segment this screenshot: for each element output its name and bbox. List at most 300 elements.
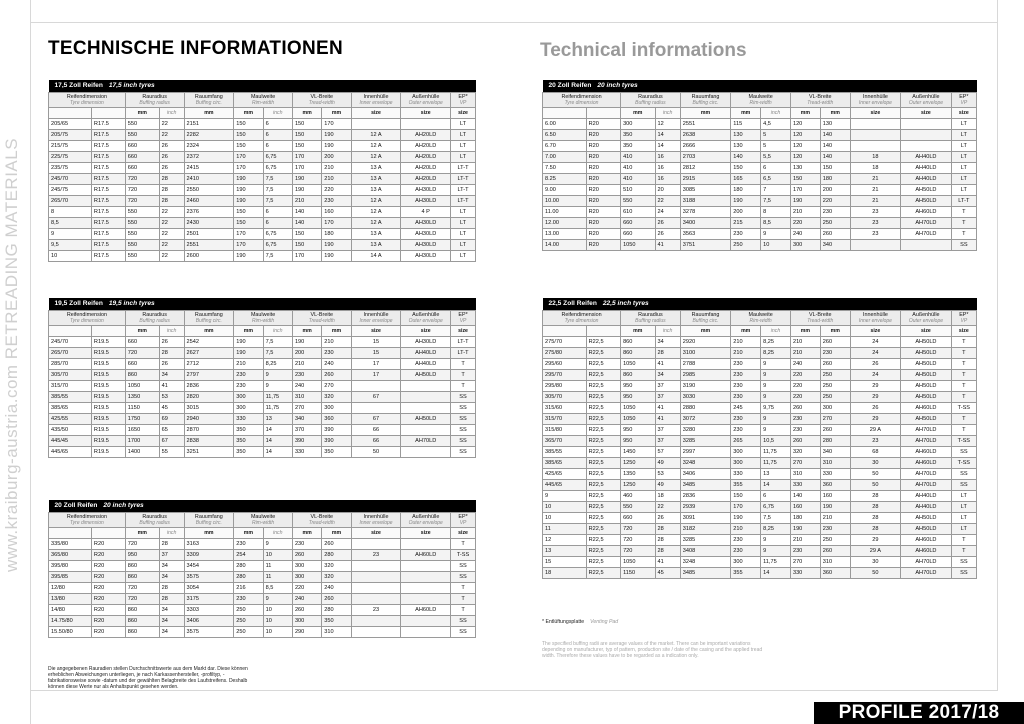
table-cell: 220 bbox=[292, 582, 321, 593]
column-header-label-en: Inner envelope bbox=[359, 317, 393, 324]
table-cell: 220 bbox=[322, 184, 351, 195]
table-cell: 16 bbox=[655, 151, 680, 162]
table-cell: 180 bbox=[820, 173, 850, 184]
table-cell: 410 bbox=[621, 162, 655, 173]
unit-label: mm bbox=[137, 327, 147, 334]
table-cell: 5 bbox=[761, 129, 791, 140]
table-cell: 315/60 bbox=[543, 402, 587, 413]
table-cell bbox=[351, 593, 401, 604]
table-cell: 660 bbox=[125, 140, 159, 151]
table-cell: 660 bbox=[621, 217, 655, 228]
unit-cell bbox=[680, 107, 731, 118]
column-header-label-en: Outer envelope bbox=[408, 317, 443, 324]
table-cell: 8,5 bbox=[761, 217, 791, 228]
unit-cell bbox=[731, 107, 761, 118]
table-cell: 6,75 bbox=[761, 501, 791, 512]
table-cell: AH40LD bbox=[401, 358, 451, 369]
table-cell: 250 bbox=[234, 626, 263, 637]
table-cell: 190 bbox=[790, 523, 820, 534]
table-cell: AH50LD bbox=[401, 413, 451, 424]
unit-cell bbox=[159, 527, 184, 538]
table-cell: R17.5 bbox=[91, 173, 125, 184]
column-header-ep bbox=[951, 92, 976, 107]
table-cell: 2997 bbox=[680, 446, 731, 457]
table-cell: 330 bbox=[820, 468, 850, 479]
unit-label: mm bbox=[302, 109, 312, 116]
table-cell: LT bbox=[951, 501, 976, 512]
table-cell: 370 bbox=[292, 424, 321, 435]
table-cell: 3406 bbox=[680, 468, 731, 479]
table-cell: 250 bbox=[820, 369, 850, 380]
table-cell: 3309 bbox=[184, 549, 234, 560]
table-cell: 190 bbox=[322, 140, 351, 151]
table-cell: 170 bbox=[322, 217, 351, 228]
unit-label: inch bbox=[662, 109, 673, 116]
column-header-label: Innenhülle bbox=[363, 93, 389, 100]
table-cell: 550 bbox=[125, 250, 159, 261]
table-cell: 28 bbox=[159, 173, 184, 184]
table-cell: AH40LD bbox=[901, 151, 952, 162]
table-cell: 315/70 bbox=[49, 380, 92, 391]
unit-cell bbox=[322, 107, 351, 118]
column-header-label-en: Outer envelope bbox=[908, 99, 944, 106]
table-cell: 14 bbox=[263, 424, 292, 435]
column-header-radius bbox=[621, 92, 681, 107]
table-cell: 150 bbox=[292, 129, 321, 140]
unit-cell bbox=[401, 527, 451, 538]
table-cell: 2501 bbox=[184, 228, 234, 239]
table-cell: 8,5 bbox=[49, 217, 92, 228]
table-cell: R19.5 bbox=[91, 380, 125, 391]
table-cell: 550 bbox=[125, 129, 159, 140]
table-cell: 230 bbox=[322, 195, 351, 206]
column-header-label: Maulweite bbox=[250, 93, 276, 100]
table-row bbox=[49, 250, 476, 261]
table-cell: SS bbox=[451, 626, 476, 637]
column-header-label: EP* bbox=[959, 311, 969, 318]
table-cell: 21 bbox=[850, 184, 901, 195]
table-title-en: 22,5 inch tyres bbox=[602, 299, 649, 307]
table-cell: 3085 bbox=[680, 184, 731, 195]
table-cell: 385/65 bbox=[543, 457, 587, 468]
table-cell: 26 bbox=[655, 228, 680, 239]
table-cell: 230 bbox=[292, 538, 321, 549]
table-row bbox=[543, 184, 977, 195]
table-cell: 230 bbox=[731, 534, 761, 545]
column-header-label: Reifendimension bbox=[561, 311, 602, 318]
column-header-dim bbox=[543, 92, 621, 107]
table-cell: 230 bbox=[731, 391, 761, 402]
table-cell: 3188 bbox=[680, 195, 731, 206]
column-header-label-en: VP bbox=[459, 317, 467, 324]
column-header-circ bbox=[680, 92, 731, 107]
table-cell: 720 bbox=[125, 582, 159, 593]
table-cell: R22,5 bbox=[586, 556, 620, 567]
unit-cell bbox=[901, 325, 952, 336]
unit-cell bbox=[159, 325, 184, 336]
column-header-label: Rauumfang bbox=[194, 93, 223, 100]
table-cell: 225/75 bbox=[49, 151, 92, 162]
table-row bbox=[543, 545, 977, 556]
unit-cell bbox=[850, 325, 901, 336]
table-row bbox=[49, 538, 476, 549]
table-cell: LT bbox=[951, 490, 976, 501]
table-row bbox=[49, 402, 476, 413]
table-cell: 11 bbox=[263, 571, 292, 582]
table-cell: 720 bbox=[125, 195, 159, 206]
table-cell: 130 bbox=[731, 140, 761, 151]
table-cell: R20 bbox=[91, 615, 125, 626]
table-cell: AH50LD bbox=[901, 336, 952, 347]
table-cell: 26 bbox=[655, 217, 680, 228]
table-row bbox=[49, 604, 476, 615]
table-cell: 720 bbox=[125, 173, 159, 184]
table-cell: AH40LD bbox=[901, 490, 952, 501]
frame-bottom-line bbox=[30, 690, 998, 691]
table-cell: T bbox=[951, 336, 976, 347]
table-cell: R22,5 bbox=[586, 545, 620, 556]
table-cell: AH30LD bbox=[401, 184, 451, 195]
table-cell: 315/70 bbox=[543, 413, 587, 424]
table-cell: 300 bbox=[820, 402, 850, 413]
table-cell bbox=[351, 571, 401, 582]
table-cell: 3285 bbox=[680, 534, 731, 545]
table-cell: AH20LD bbox=[401, 173, 451, 184]
table-row bbox=[543, 228, 977, 239]
table-title bbox=[543, 80, 977, 92]
unit-cell bbox=[184, 325, 234, 336]
column-header-label-en: Tyre dimension bbox=[69, 519, 104, 526]
table-cell: 160 bbox=[790, 501, 820, 512]
table-cell: 41 bbox=[655, 239, 680, 250]
table-cell: 67 bbox=[351, 391, 401, 402]
table-cell: R17.5 bbox=[91, 228, 125, 239]
table-cell: AH50LD bbox=[901, 195, 952, 206]
table-cell: 335/80 bbox=[49, 538, 92, 549]
unit-label: inch bbox=[770, 327, 781, 334]
unit-label: size bbox=[921, 109, 931, 116]
table-cell: 2376 bbox=[184, 206, 234, 217]
table-cell: R20 bbox=[91, 560, 125, 571]
unit-label: size bbox=[458, 327, 468, 334]
column-header-label-en: Rim-width bbox=[251, 99, 275, 106]
table-cell: 320 bbox=[322, 560, 351, 571]
table-cell: 66 bbox=[351, 424, 401, 435]
table-cell: SS bbox=[451, 446, 476, 457]
table-cell: 1250 bbox=[621, 479, 655, 490]
column-header-tread bbox=[292, 512, 351, 527]
unit-label: size bbox=[458, 109, 468, 116]
table-cell: 21 bbox=[850, 173, 901, 184]
table-cell: 22 bbox=[159, 217, 184, 228]
table-cell: 660 bbox=[125, 151, 159, 162]
unit-cell bbox=[263, 325, 292, 336]
table-cell: 260 bbox=[790, 402, 820, 413]
table-cell: 24 bbox=[655, 206, 680, 217]
unit-cell bbox=[586, 107, 620, 118]
table-cell: 340 bbox=[820, 239, 850, 250]
column-header-label: VL-Breite bbox=[809, 311, 832, 318]
table-cell: R20 bbox=[586, 173, 620, 184]
table-cell: 260 bbox=[322, 593, 351, 604]
table-cell: R19.5 bbox=[91, 402, 125, 413]
table-row bbox=[543, 217, 977, 228]
table-cell: 550 bbox=[621, 195, 655, 206]
table-cell: 50 bbox=[850, 468, 901, 479]
column-header-label: Außenhülle bbox=[412, 311, 440, 318]
unit-cell bbox=[451, 107, 476, 118]
column-header-label-en: Rim-width bbox=[749, 99, 772, 106]
unit-label: mm bbox=[331, 529, 342, 536]
unit-cell bbox=[125, 325, 159, 336]
column-header-outer bbox=[401, 512, 451, 527]
table-cell: 9 bbox=[761, 228, 791, 239]
table-cell: 3175 bbox=[184, 593, 234, 604]
table-cell: 210 bbox=[731, 347, 761, 358]
table-cell: 13.00 bbox=[543, 228, 587, 239]
table-cell: 28 bbox=[159, 593, 184, 604]
column-header-label-en: Buffing radius bbox=[635, 317, 666, 324]
table-cell: 2712 bbox=[184, 358, 234, 369]
table-cell: AH70LD bbox=[901, 468, 952, 479]
table-cell: AH50LD bbox=[901, 347, 952, 358]
table-cell: AH30LD bbox=[401, 195, 451, 206]
table-cell: 1150 bbox=[621, 567, 655, 578]
table-cell: R20 bbox=[91, 549, 125, 560]
table-cell: AH70LD bbox=[901, 424, 952, 435]
unit-cell bbox=[543, 107, 587, 118]
unit-cell bbox=[820, 325, 850, 336]
table-cell: 240 bbox=[292, 380, 321, 391]
table-cell: 1650 bbox=[125, 424, 159, 435]
table-cell: 390 bbox=[292, 435, 321, 446]
table-cell: 41 bbox=[159, 380, 184, 391]
footnote-ep bbox=[542, 619, 618, 625]
table-cell: 3280 bbox=[680, 424, 731, 435]
column-header-circ bbox=[184, 512, 234, 527]
unit-cell bbox=[951, 107, 976, 118]
table-cell: 4,5 bbox=[761, 118, 791, 129]
unit-cell bbox=[351, 325, 401, 336]
table-row bbox=[543, 424, 977, 435]
table-cell: LT bbox=[451, 217, 476, 228]
table-cell: 12 bbox=[655, 118, 680, 129]
column-header-label: VL-Breite bbox=[310, 311, 334, 318]
table-cell: 250 bbox=[820, 217, 850, 228]
table-cell: 3454 bbox=[184, 560, 234, 571]
unit-label: inch bbox=[166, 529, 177, 536]
table-cell: 190 bbox=[731, 512, 761, 523]
table-cell: R22,5 bbox=[586, 424, 620, 435]
table-cell: SS bbox=[451, 391, 476, 402]
table-cell: 260 bbox=[820, 424, 850, 435]
table-cell: 360 bbox=[820, 479, 850, 490]
table-cell: 28 bbox=[655, 347, 680, 358]
table-cell bbox=[351, 380, 401, 391]
table-cell: 720 bbox=[125, 347, 159, 358]
table-cell: 350 bbox=[234, 424, 263, 435]
table-cell: 3190 bbox=[680, 380, 731, 391]
unit-cell bbox=[322, 325, 351, 336]
column-header-label-en: Buffing radius bbox=[139, 519, 170, 526]
column-header-label-en: Buffing circ. bbox=[195, 317, 222, 324]
table-cell: 15.50/80 bbox=[49, 626, 92, 637]
unit-cell bbox=[401, 107, 451, 118]
table-cell: 330 bbox=[234, 413, 263, 424]
table-row bbox=[543, 490, 977, 501]
table-cell: T bbox=[951, 391, 976, 402]
table-cell: R22,5 bbox=[586, 534, 620, 545]
table-row bbox=[49, 347, 476, 358]
table-row bbox=[543, 435, 977, 446]
table-row bbox=[543, 468, 977, 479]
table-cell bbox=[351, 560, 401, 571]
table-cell: AH40LD bbox=[901, 162, 952, 173]
table-cell: T bbox=[451, 604, 476, 615]
table-cell: 10 bbox=[543, 512, 587, 523]
table-cell: 425/65 bbox=[543, 468, 587, 479]
frame-top-line bbox=[30, 22, 998, 23]
unit-cell bbox=[451, 527, 476, 538]
table-cell: R20 bbox=[586, 239, 620, 250]
unit-label: inch bbox=[662, 327, 673, 334]
table-cell: SS bbox=[451, 424, 476, 435]
table-row bbox=[543, 380, 977, 391]
table-cell: R19.5 bbox=[91, 413, 125, 424]
table-title-de: 19,5 Zoll Reifen bbox=[54, 299, 103, 307]
table-cell: 10 bbox=[263, 626, 292, 637]
table-cell: 250 bbox=[820, 391, 850, 402]
column-header-label-en: Inner envelope bbox=[858, 317, 892, 324]
table-cell: R20 bbox=[586, 151, 620, 162]
table-cell: R17.5 bbox=[91, 184, 125, 195]
table-cell: LT-T bbox=[451, 173, 476, 184]
table-cell: 550 bbox=[125, 239, 159, 250]
table-cell: 860 bbox=[621, 347, 655, 358]
table-cell bbox=[401, 571, 451, 582]
unit-label: mm bbox=[137, 109, 147, 116]
table-cell: SS bbox=[451, 435, 476, 446]
table-cell: R20 bbox=[586, 184, 620, 195]
unit-cell bbox=[91, 107, 125, 118]
unit-label: size bbox=[371, 529, 381, 536]
table-cell bbox=[401, 424, 451, 435]
table-cell: 12 A bbox=[351, 151, 401, 162]
table-title-de: 22,5 Zoll Reifen bbox=[548, 299, 597, 307]
column-header-label-en: Buffing circ. bbox=[195, 99, 222, 106]
table-cell: 190 bbox=[731, 195, 761, 206]
table-cell bbox=[351, 538, 401, 549]
table-cell: 215/75 bbox=[49, 140, 92, 151]
table-cell: LT bbox=[451, 228, 476, 239]
table-row bbox=[543, 402, 977, 413]
table-cell: 550 bbox=[125, 206, 159, 217]
table-cell: LT bbox=[951, 184, 976, 195]
unit-cell bbox=[292, 527, 321, 538]
table-cell: 220 bbox=[820, 195, 850, 206]
table-cell: 3563 bbox=[680, 228, 731, 239]
table-cell: R20 bbox=[586, 217, 620, 228]
table-cell: R20 bbox=[91, 571, 125, 582]
column-header-dim bbox=[49, 310, 126, 325]
unit-label: size bbox=[420, 529, 431, 536]
column-header-label: Maulweite bbox=[250, 513, 276, 520]
footnote-right: The specified buffing radii are average values of the market. There can be important variations depending on manufacturer, typ of pattern, production site / date of the casing and the applied tread width. Therefore these values have to be regarded as a indication only. bbox=[542, 641, 763, 659]
table-cell: 170 bbox=[292, 151, 321, 162]
table-cell: 550 bbox=[125, 228, 159, 239]
table-cell: 410 bbox=[621, 151, 655, 162]
table-cell: 2985 bbox=[680, 369, 731, 380]
table-cell: 150 bbox=[731, 162, 761, 173]
table-cell: SS bbox=[451, 402, 476, 413]
table-cell: 28 bbox=[850, 512, 901, 523]
table-cell: 8,25 bbox=[761, 336, 791, 347]
table-cell: 860 bbox=[125, 560, 159, 571]
column-header-label: Rauradius bbox=[638, 93, 663, 100]
table-cell: 1250 bbox=[621, 457, 655, 468]
table-cell: 7 bbox=[761, 184, 791, 195]
column-header-label: Maulweite bbox=[250, 311, 276, 318]
table-cell: T bbox=[951, 380, 976, 391]
table-cell: R20 bbox=[586, 206, 620, 217]
table-cell bbox=[351, 626, 401, 637]
table-cell: 860 bbox=[125, 604, 159, 615]
table-row bbox=[49, 380, 476, 391]
table-cell: 190 bbox=[234, 173, 263, 184]
ep-note: * Entlüftungsplatte bbox=[542, 619, 585, 625]
column-header-label-en: Tyre dimension bbox=[564, 317, 599, 324]
table-cell: 14 bbox=[655, 129, 680, 140]
table-cell: R19.5 bbox=[91, 347, 125, 358]
table-cell: LT bbox=[951, 173, 976, 184]
table-cell: 210 bbox=[322, 336, 351, 347]
table-cell: 350 bbox=[621, 129, 655, 140]
table-cell: 210 bbox=[731, 523, 761, 534]
table-cell: 1150 bbox=[125, 402, 159, 413]
table-cell: LT bbox=[451, 118, 476, 129]
table-cell: SS bbox=[451, 615, 476, 626]
column-header-label: VL-Breite bbox=[809, 93, 832, 100]
table-cell: T-SS bbox=[951, 435, 976, 446]
table-cell: LT bbox=[451, 151, 476, 162]
table-row bbox=[49, 626, 476, 637]
table-cell: 245/70 bbox=[49, 336, 92, 347]
table-cell bbox=[850, 118, 901, 129]
table-cell: 950 bbox=[125, 549, 159, 560]
table-cell: 320 bbox=[322, 391, 351, 402]
table-cell: 275/80 bbox=[543, 347, 587, 358]
table-cell: 6 bbox=[263, 140, 292, 151]
table-cell: 34 bbox=[159, 604, 184, 615]
table-cell: T bbox=[951, 206, 976, 217]
table-cell: T bbox=[951, 217, 976, 228]
table-cell: 66 bbox=[351, 435, 401, 446]
unit-label: size bbox=[458, 529, 468, 536]
table-cell: 270 bbox=[820, 413, 850, 424]
table-cell: AH70LD bbox=[901, 217, 952, 228]
unit-cell bbox=[263, 107, 292, 118]
table-cell: 190 bbox=[322, 129, 351, 140]
table-cell: AH30LD bbox=[401, 336, 451, 347]
table-cell: 10 bbox=[263, 604, 292, 615]
table-cell: 8,25 bbox=[761, 523, 791, 534]
table-cell: 300 bbox=[234, 402, 263, 413]
column-header-label: Maulweite bbox=[748, 311, 773, 318]
table-cell: 300 bbox=[790, 239, 820, 250]
table-cell: 9 bbox=[761, 380, 791, 391]
table-cell: R20 bbox=[91, 538, 125, 549]
unit-cell bbox=[731, 325, 761, 336]
